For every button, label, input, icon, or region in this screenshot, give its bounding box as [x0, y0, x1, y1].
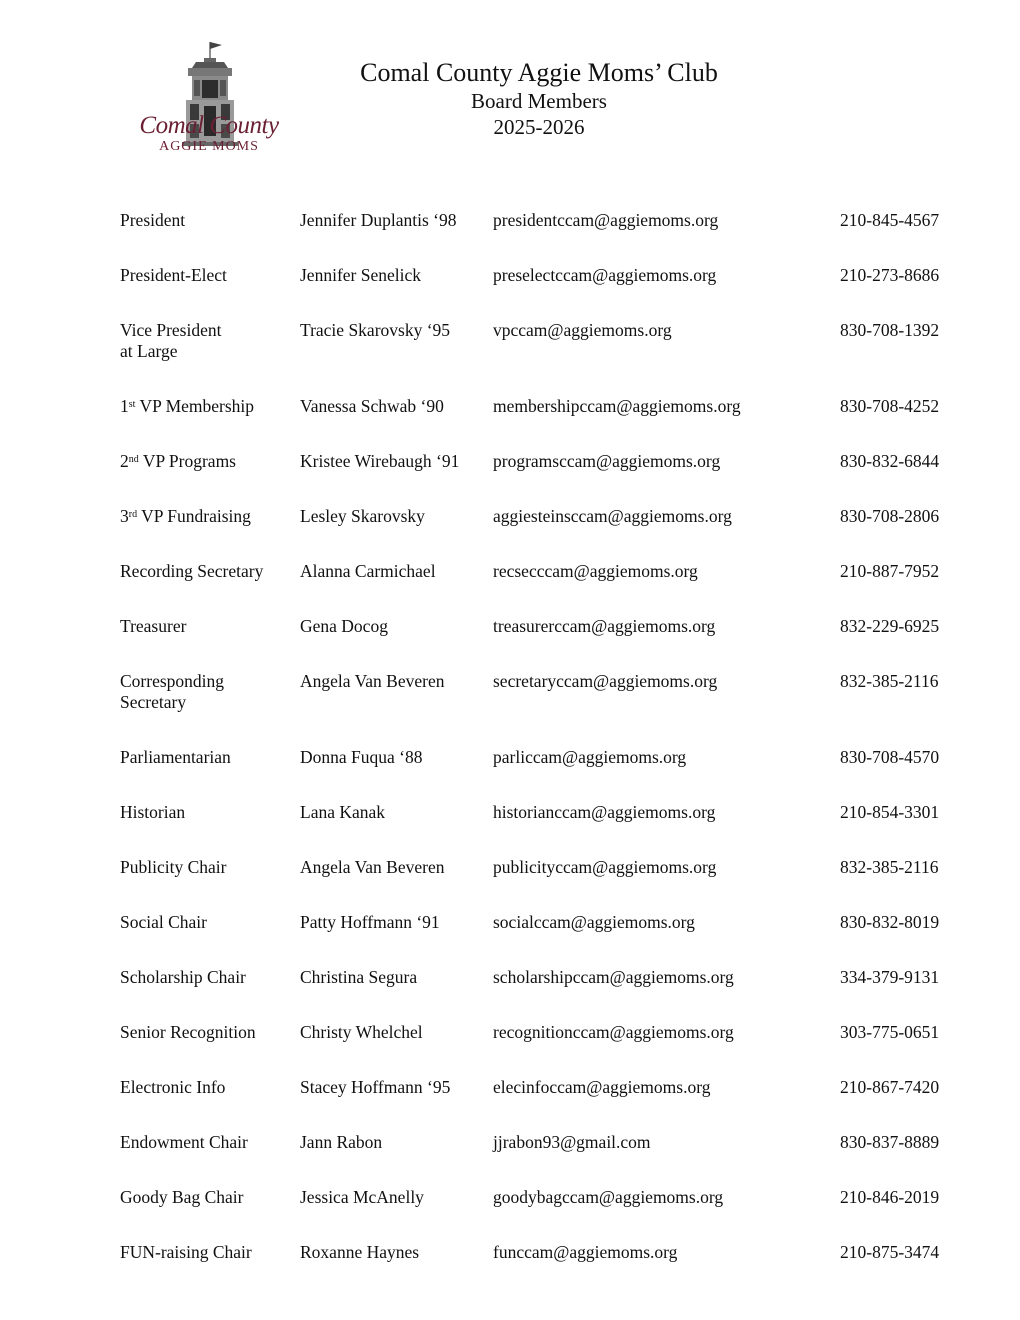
email-link[interactable]: vpccam@aggiemoms.org: [493, 320, 672, 340]
role-label: FUN-raising Chair: [120, 1242, 252, 1262]
phone-cell: 210-854-3301: [840, 802, 940, 822]
email-link[interactable]: parliccam@aggiemoms.org: [493, 747, 687, 767]
phone-cell: 830-832-8019: [840, 912, 940, 932]
role-ordinal: 2: [120, 451, 129, 471]
roster-row: [120, 912, 960, 933]
roster-row: [120, 1242, 960, 1263]
role-label: Electronic Info: [120, 1077, 226, 1097]
name-cell: Jennifer Duplantis ‘98: [300, 210, 457, 230]
name-cell: Jessica McAnelly: [300, 1187, 424, 1207]
role-label: Treasurer: [120, 616, 187, 636]
name-cell: Lesley Skarovsky: [300, 506, 425, 526]
role-label: Historian: [120, 802, 186, 822]
email-link[interactable]: recsecccam@aggiemoms.org: [493, 561, 698, 581]
email-link[interactable]: secretaryccam@aggiemoms.org: [493, 671, 718, 691]
role-cell: [120, 967, 290, 988]
role-ordinal: 1: [120, 396, 129, 416]
phone-cell: 832-385-2116: [840, 857, 939, 877]
phone-cell: 303-775-0651: [840, 1022, 940, 1042]
email-link[interactable]: recognitionccam@aggiemoms.org: [493, 1022, 734, 1042]
role-label: Publicity Chair: [120, 857, 227, 877]
role-ordinal-suffix: nd: [128, 454, 139, 465]
roster-row: [120, 451, 960, 472]
phone-cell: 210-867-7420: [840, 1077, 940, 1097]
name-cell: Stacey Hoffmann ‘95: [300, 1077, 451, 1097]
role-label: VP Fundraising: [141, 506, 251, 526]
role-cell: [120, 396, 290, 417]
role-cell: [120, 561, 290, 582]
role-cell: [120, 857, 290, 878]
roster-row: [120, 747, 960, 768]
roster-row: [120, 1187, 960, 1208]
email-link[interactable]: scholarshipccam@aggiemoms.org: [493, 967, 734, 987]
phone-cell: 334-379-9131: [840, 967, 940, 987]
role-cell: [120, 1077, 290, 1098]
phone-cell: 210-887-7952: [840, 561, 940, 581]
roster-row: [120, 1077, 960, 1098]
roster-row: [120, 561, 960, 582]
email-link[interactable]: aggiesteinsccam@aggiemoms.org: [493, 506, 732, 526]
board-roster: [120, 210, 960, 1297]
name-cell: Vanessa Schwab ‘90: [300, 396, 444, 416]
roster-row: [120, 967, 960, 988]
phone-cell: 830-708-1392: [840, 320, 940, 340]
email-link[interactable]: publicityccam@aggiemoms.org: [493, 857, 717, 877]
role-label: VP Programs: [142, 451, 236, 471]
logo-script-text: Comal County: [139, 112, 279, 139]
email-link[interactable]: historianccam@aggiemoms.org: [493, 802, 716, 822]
role-ordinal: 3: [120, 506, 129, 526]
name-cell: Donna Fuqua ‘88: [300, 747, 423, 767]
phone-cell: 830-708-4570: [840, 747, 940, 767]
name-cell: Patty Hoffmann ‘91: [300, 912, 440, 932]
email-link[interactable]: elecinfoccam@aggiemoms.org: [493, 1077, 711, 1097]
role-label-line2: at Large: [120, 341, 178, 361]
phone-cell: 830-837-8889: [840, 1132, 940, 1152]
logo-subtitle-text: AGGIE MOMS: [159, 139, 259, 154]
email-link[interactable]: jjrabon93@gmail.com: [493, 1132, 651, 1152]
document-header: [339, 57, 739, 140]
role-cell: [120, 802, 290, 823]
email-link[interactable]: membershipccam@aggiemoms.org: [493, 396, 741, 416]
role-label: Social Chair: [120, 912, 207, 932]
roster-row: [120, 802, 960, 823]
phone-cell: 210-845-4567: [840, 210, 940, 230]
phone-cell: 210-875-3474: [840, 1242, 940, 1262]
roster-row: [120, 210, 960, 231]
email-link[interactable]: presidentccam@aggiemoms.org: [493, 210, 719, 230]
role-ordinal-suffix: rd: [128, 509, 138, 520]
email-link[interactable]: treasurerccam@aggiemoms.org: [493, 616, 716, 636]
email-link[interactable]: goodybagccam@aggiemoms.org: [493, 1187, 724, 1207]
name-cell: Christina Segura: [300, 967, 418, 987]
document-year: 2025-2026: [493, 115, 585, 139]
name-cell: Jennifer Senelick: [300, 265, 421, 285]
role-cell: [120, 506, 290, 527]
name-cell: Tracie Skarovsky ‘95: [300, 320, 451, 340]
roster-row: [120, 857, 960, 878]
name-cell: Jann Rabon: [300, 1132, 383, 1152]
email-link[interactable]: socialccam@aggiemoms.org: [493, 912, 695, 932]
email-link[interactable]: funccam@aggiemoms.org: [493, 1242, 678, 1262]
role-label: President-Elect: [120, 265, 227, 285]
email-link[interactable]: preselectccam@aggiemoms.org: [493, 265, 717, 285]
roster-row: [120, 671, 960, 713]
role-label: Corresponding: [120, 671, 225, 691]
role-cell: [120, 671, 290, 713]
document-subtitle: Board Members: [471, 89, 607, 113]
role-cell: [120, 320, 290, 362]
role-cell: [120, 1187, 290, 1208]
role-label: Parliamentarian: [120, 747, 231, 767]
document-title: Comal County Aggie Moms’ Club: [360, 58, 718, 87]
role-label: Endowment Chair: [120, 1132, 248, 1152]
roster-row: [120, 396, 960, 417]
role-label: President: [120, 210, 186, 230]
name-cell: Christy Whelchel: [300, 1022, 423, 1042]
role-label-line2: Secretary: [120, 692, 187, 712]
role-label: Scholarship Chair: [120, 967, 246, 987]
roster-row: [120, 1132, 960, 1153]
phone-cell: 830-832-6844: [840, 451, 940, 471]
phone-cell: 832-385-2116: [840, 671, 939, 691]
name-cell: Roxanne Haynes: [300, 1242, 420, 1262]
name-cell: Lana Kanak: [300, 802, 386, 822]
role-cell: [120, 1022, 290, 1043]
roster-row: [120, 616, 960, 637]
role-label: Senior Recognition: [120, 1022, 256, 1042]
role-label: VP Membership: [139, 396, 255, 416]
role-label: Vice President: [120, 320, 222, 340]
phone-cell: 210-846-2019: [840, 1187, 940, 1207]
role-cell: [120, 747, 290, 768]
name-cell: Gena Docog: [300, 616, 388, 636]
role-cell: [120, 1132, 290, 1153]
role-ordinal-suffix: st: [128, 399, 136, 410]
name-cell: Angela Van Beveren: [300, 857, 445, 877]
phone-cell: 210-273-8686: [840, 265, 940, 285]
name-cell: Alanna Carmichael: [300, 561, 436, 581]
role-cell: [120, 1242, 290, 1263]
phone-cell: 832-229-6925: [840, 616, 940, 636]
role-cell: [120, 912, 290, 933]
club-logo: [134, 38, 284, 160]
roster-row: [120, 265, 960, 286]
roster-row: [120, 506, 960, 527]
phone-cell: 830-708-2806: [840, 506, 940, 526]
roster-row: [120, 320, 960, 362]
email-link[interactable]: programsccam@aggiemoms.org: [493, 451, 721, 471]
roster-row: [120, 1022, 960, 1043]
role-label: Recording Secretary: [120, 561, 264, 581]
role-cell: [120, 451, 290, 472]
role-cell: [120, 265, 290, 286]
name-cell: Kristee Wirebaugh ‘91: [300, 451, 460, 471]
phone-cell: 830-708-4252: [840, 396, 940, 416]
role-cell: [120, 616, 290, 637]
role-label: Goody Bag Chair: [120, 1187, 244, 1207]
role-cell: [120, 210, 290, 231]
name-cell: Angela Van Beveren: [300, 671, 445, 691]
